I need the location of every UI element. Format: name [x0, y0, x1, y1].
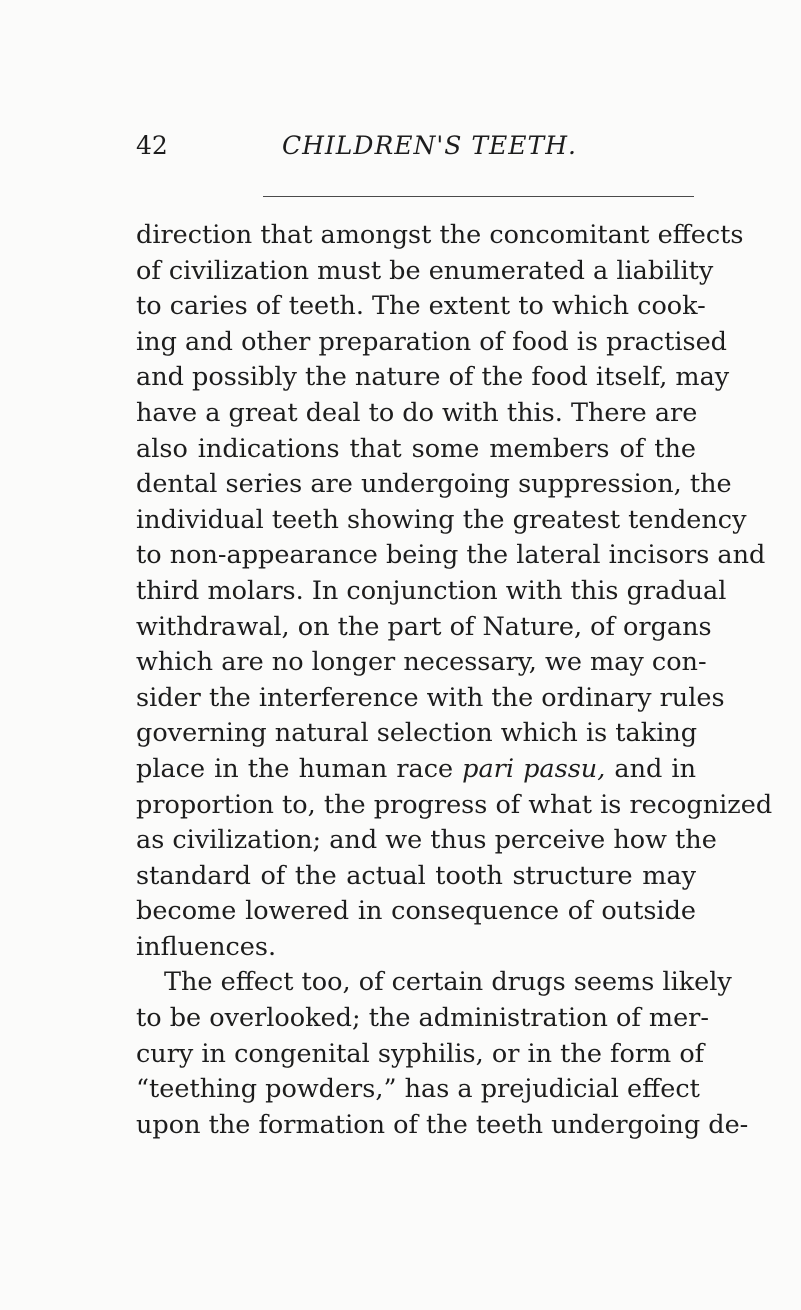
header-rule	[263, 196, 694, 197]
text-line: to be overlooked; the administration of mer-	[136, 1003, 709, 1034]
text-line: become lowered in consequence of outside	[136, 896, 696, 927]
text-line: upon the formation of the teeth undergoing de-	[136, 1109, 749, 1140]
text-line: as civilization; and we thus perceive how the	[136, 825, 717, 856]
text-line: direction that amongst the concomitant effects	[136, 220, 744, 250]
text-line: “teething powders,” has a prejudicial effect	[136, 1074, 700, 1105]
text-line: withdrawal, on the part of Nature, of organs	[136, 611, 712, 642]
text-fragment: and in	[614, 753, 697, 784]
text-line: third molars. In conjunction with this gradual	[136, 575, 727, 606]
text-line: to non-appearance being the lateral incisors and	[136, 540, 766, 571]
text-fragment: place in the human race	[136, 753, 454, 784]
text-line: cury in congenital syphilis, or in the form of	[136, 1038, 705, 1069]
text-line: individual teeth showing the greatest tendency	[136, 504, 747, 535]
text-line: The effect too, of certain drugs seems likely	[164, 967, 732, 998]
text-line: influences.	[136, 931, 277, 962]
text-line: to caries of teeth. The extent to which cook-	[136, 291, 706, 322]
body-text	[136, 218, 773, 1143]
text-line: and possibly the nature of the food itself, may	[136, 362, 730, 393]
text-line: standard of the actual tooth structure may	[136, 860, 696, 891]
running-head	[136, 128, 696, 164]
text-line: sider the interference with the ordinary rules	[136, 682, 725, 713]
text-line: proportion to, the progress of what is recognized	[136, 789, 773, 820]
text-line: also indications that some members of the	[136, 433, 696, 464]
text-line: governing natural selection which is taking	[136, 718, 698, 749]
italic-phrase: pari passu,	[462, 753, 606, 784]
running-title: CHILDREN'S TEETH.	[282, 131, 577, 160]
page-number: 42	[136, 131, 168, 160]
paragraph	[136, 218, 773, 965]
text-line: dental series are undergoing suppression, the	[136, 469, 732, 500]
text-line-with-italic	[136, 752, 696, 788]
text-line: which are no longer necessary, we may con-	[136, 647, 707, 678]
paragraph	[136, 965, 749, 1143]
text-line: ing and other preparation of food is practised	[136, 326, 727, 357]
text-line: have a great deal to do with this. There are	[136, 397, 698, 428]
text-line: of civilization must be enumerated a liability	[136, 255, 714, 286]
